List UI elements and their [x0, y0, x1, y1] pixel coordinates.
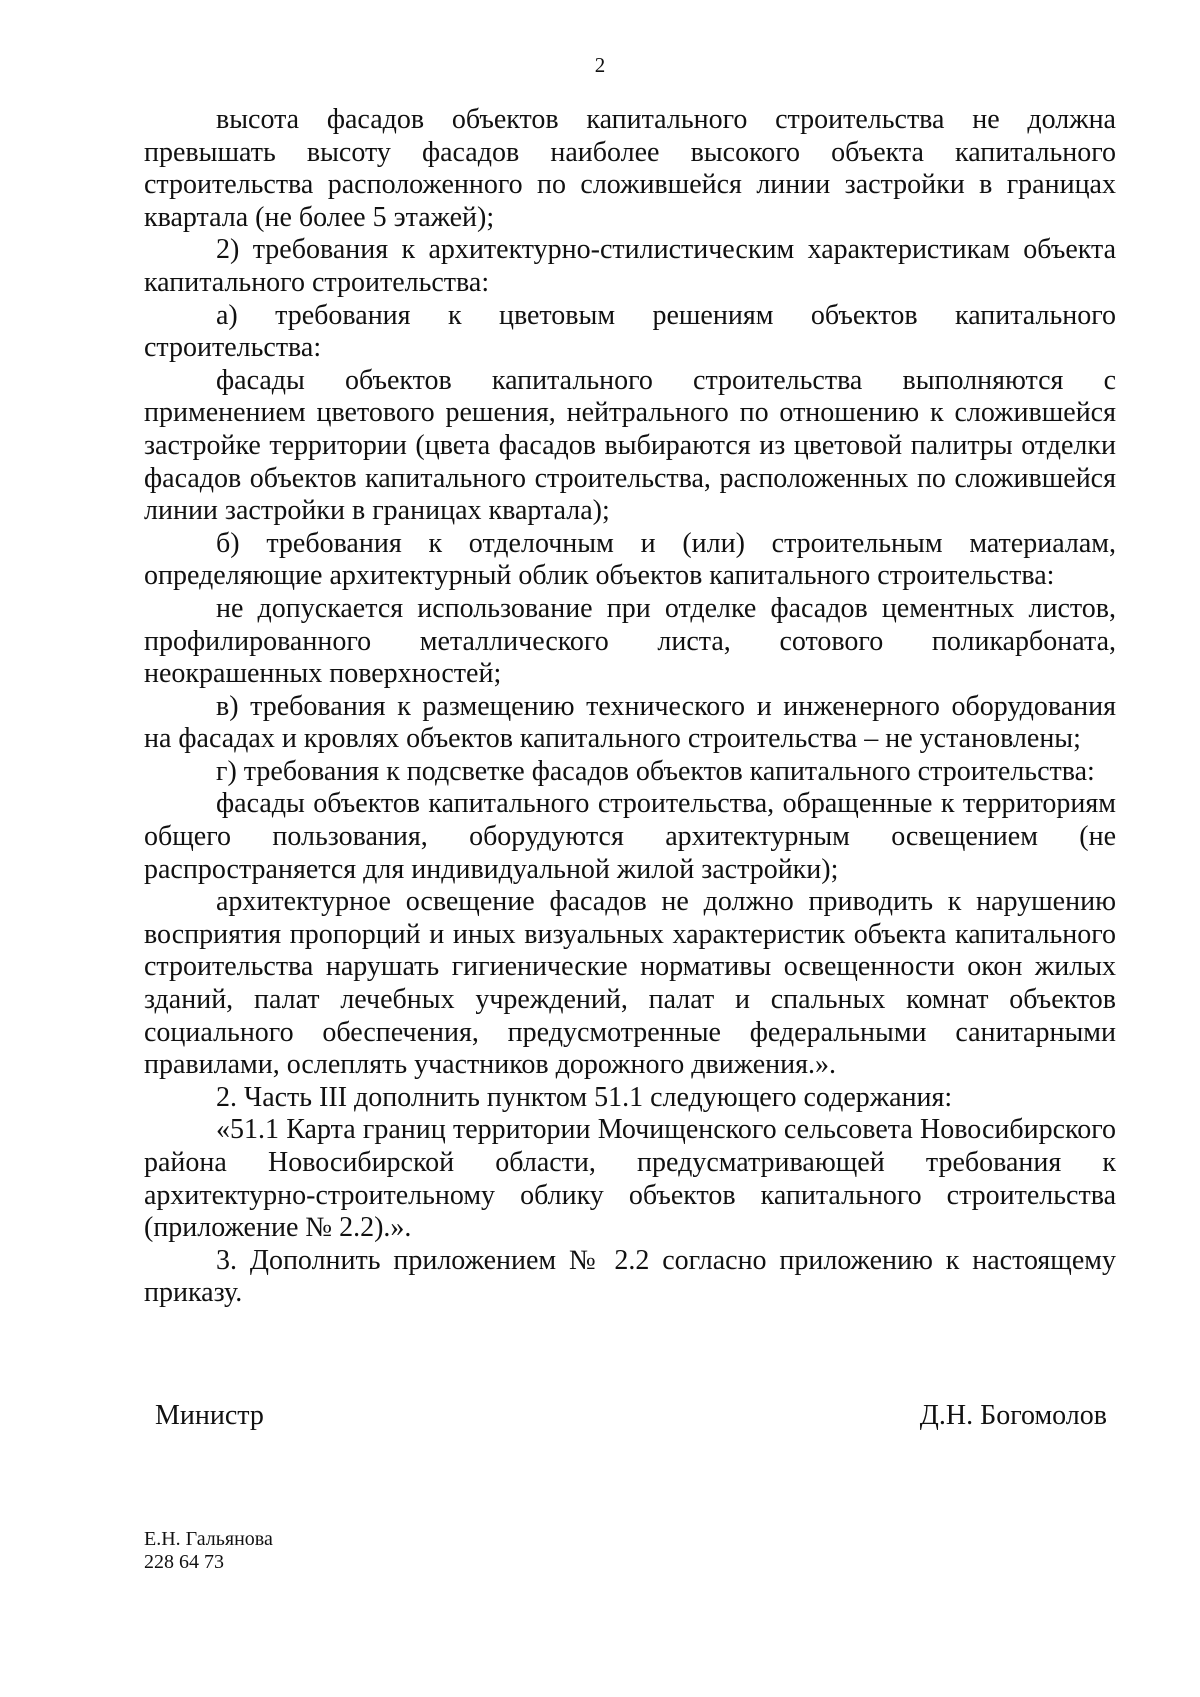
executor-block	[144, 1528, 273, 1574]
paragraph-architectural-style-requirements: 2) требования к архитектурно-стилистическим характеристикам объекта капитального строительства:	[144, 234, 1116, 298]
paragraph-lighting-requirements: г) требования к подсветке фасадов объектов капитального строительства:	[216, 755, 1095, 787]
paragraph-finishing-materials-requirements: б) требования к отделочным и (или) строительным материалам, определяющие архитектурный облик объектов капитального строительства:	[144, 527, 1116, 592]
paragraph-equipment-placement: в) требования к размещению технического и инженерного оборудования на фасадах и кровлях объектов капитального строительства – не установлены;	[144, 690, 1116, 755]
document-body	[144, 104, 1116, 1310]
paragraph-part-three-addition: 2. Часть III дополнить пунктом 51.1 следующего содержания:	[216, 1081, 953, 1113]
paragraph-lighting-restrictions: архитектурное освещение фасадов не должно приводить к нарушению восприятия пропорций и иных визуальных характеристик объекта капитального строительства нарушать гигиенические нормативы освещенности окон жилых зданий, палат лечебных учреждений, палат и спальных комнат объектов социального обеспечения, предусмотренные федеральными санитарными правилами, ослеплять участников дорожного движения.».	[144, 886, 1116, 1081]
signature-block	[155, 1400, 1107, 1436]
paragraph-item-51-1: «51.1 Карта границ территории Мочищенского сельсовета Новосибирского района Новосибирской области, предусматривающей требования к архитектурно-строительному облику объектов капитального строительства (приложение № 2.2).».	[144, 1114, 1116, 1244]
signatory-name: Д.Н. Богомолов	[919, 1400, 1107, 1431]
executor-phone: 228 64 73	[144, 1551, 224, 1573]
paragraph-facade-lighting: фасады объектов капитального строительства, обращенные к территориям общего пользования, оборудуются архитектурным освещением (не распространяется для индивидуальной жилой застройки);	[144, 788, 1116, 885]
paragraph-facade-color: фасады объектов капитального строительства выполняются с применением цветового решения, нейтрального по отношению к сложившейся застройке территории (цвета фасадов выбираются из цветовой палитры отделки фасадов объектов капитального строительства, расположенных по сложившейся линии застройки в границах квартала);	[144, 364, 1116, 527]
paragraph-appendix-addition: 3. Дополнить приложением № 2.2 согласно приложению к настоящему приказу.	[144, 1244, 1116, 1309]
signatory-position: Министр	[155, 1400, 264, 1431]
paragraph-color-solution-requirements: а) требования к цветовым решениям объектов капитального строительства:	[144, 299, 1116, 364]
paragraph-forbidden-materials: не допускается использование при отделке фасадов цементных листов, профилированного металлического листа, сотового поликарбоната, неокрашенных поверхностей;	[144, 592, 1116, 690]
paragraph-facade-height: высота фасадов объектов капитального строительства не должна превышать высоту фасадов наиболее высокого объекта капитального строительства расположенного по сложившейся линии застройки в границах квартала (не более 5 этажей);	[144, 104, 1116, 233]
executor-name: Е.Н. Гальянова	[144, 1528, 273, 1550]
page-number: 2	[594, 53, 606, 77]
